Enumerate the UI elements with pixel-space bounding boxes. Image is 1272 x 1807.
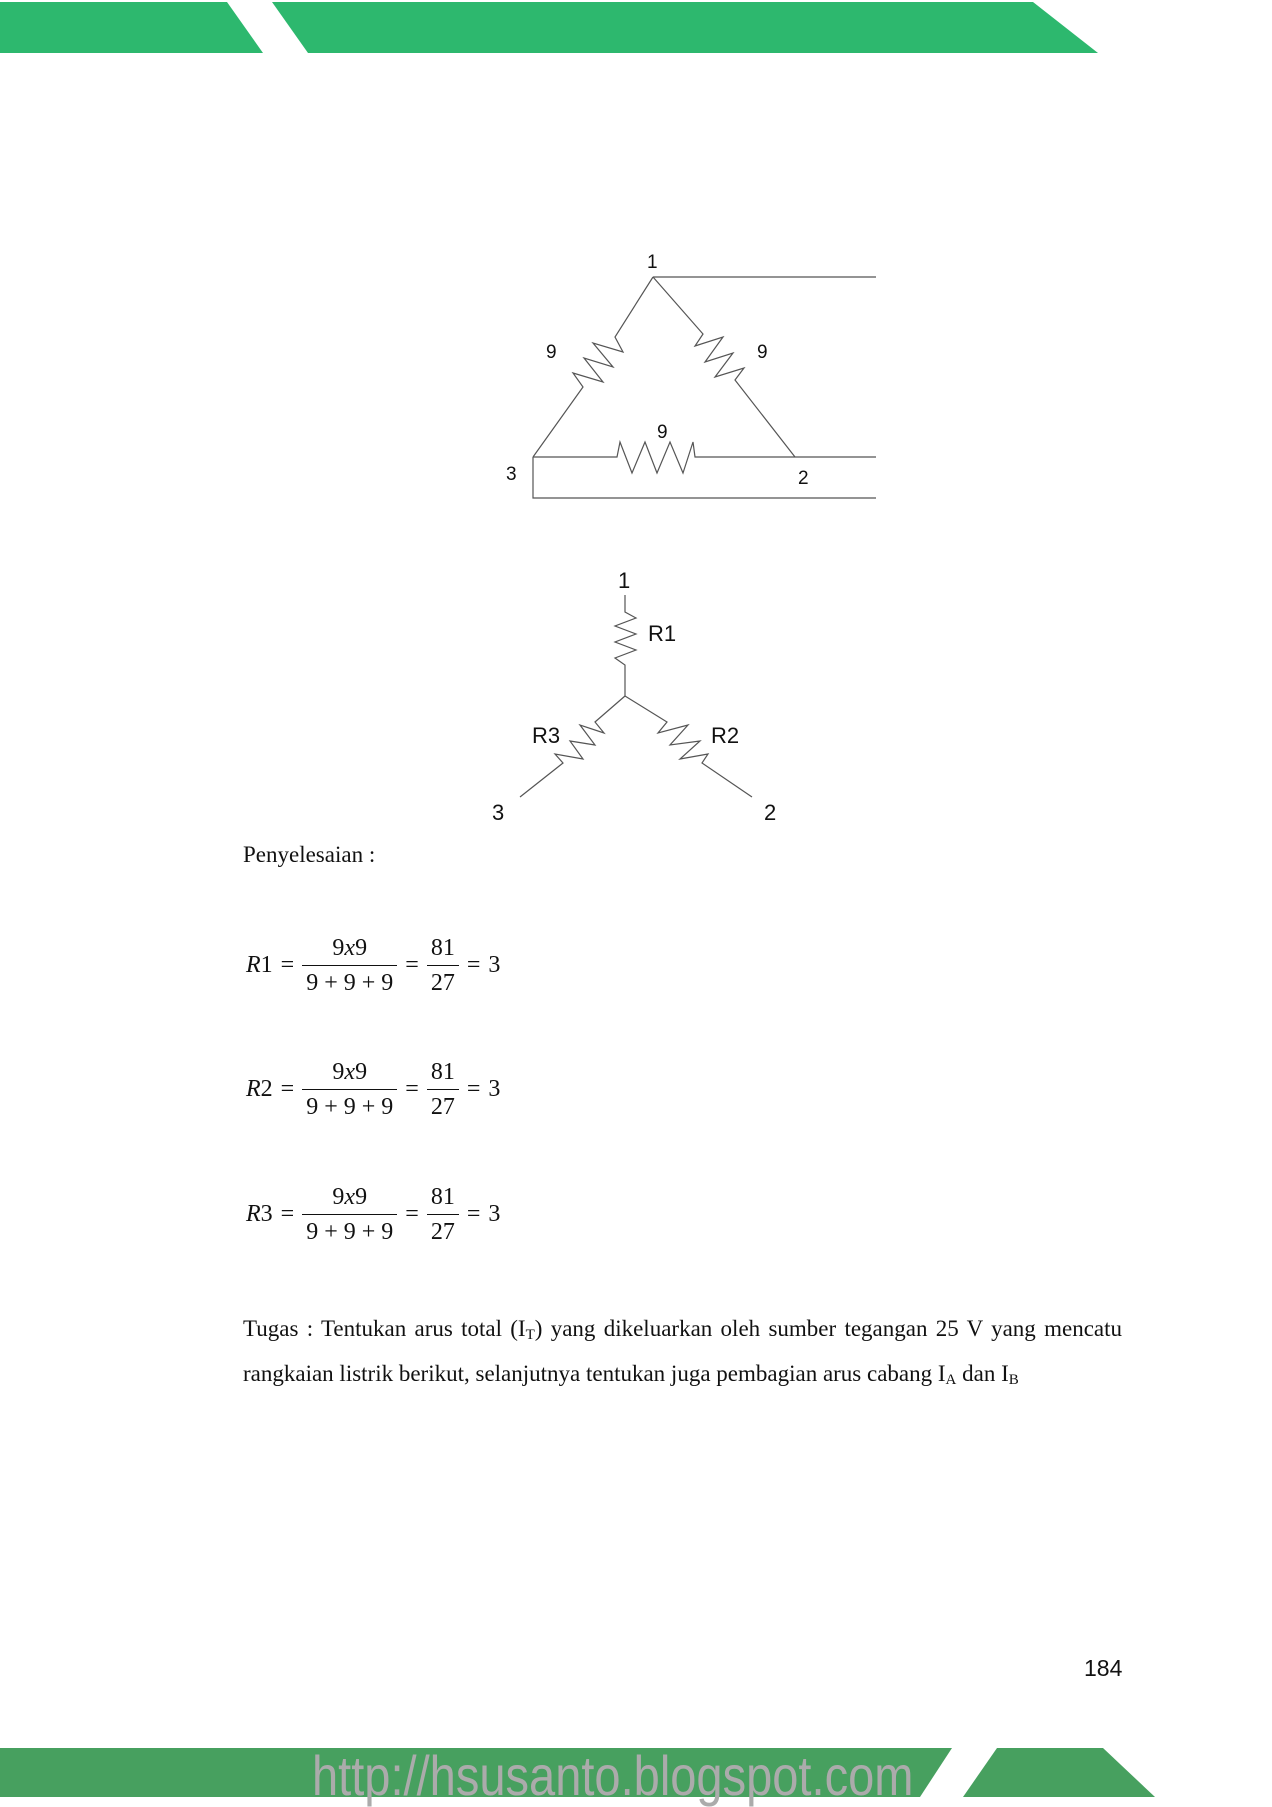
fraction-product-over-sum: $\frac{9x9}{9 + 9 + 9}$ — [302, 1183, 397, 1246]
equation-r2 — [246, 1057, 500, 1121]
fraction-simplified: $\frac{81}{27}$ — [427, 934, 459, 997]
delta-resistor-bottom-value: 9 — [657, 422, 668, 443]
star-node-1-label: 1 — [618, 568, 631, 593]
delta-terminal-wire-3 — [533, 457, 876, 498]
equation-result: 3 — [488, 1075, 501, 1102]
delta-node-1-label: 1 — [647, 252, 658, 273]
equation-r3 — [246, 1182, 500, 1246]
delta-circuit — [506, 252, 876, 498]
equals-sign: = — [280, 951, 295, 978]
equation-lhs: R3 — [246, 1200, 273, 1227]
equals-sign: = — [280, 1200, 295, 1227]
fraction-simplified: $\frac{81}{27}$ — [427, 1183, 459, 1246]
equals-sign: = — [405, 1075, 419, 1102]
equation-r1 — [246, 933, 500, 997]
star-circuit — [492, 568, 776, 825]
solution-heading: Penyelesaian : — [243, 842, 376, 867]
circuit-diagrams — [0, 0, 1272, 840]
delta-resistor-3-2 — [533, 442, 876, 473]
equation-lhs: R2 — [246, 1075, 273, 1102]
footer-band-right — [963, 1748, 1155, 1797]
delta-resistor-1-2 — [653, 277, 795, 457]
fraction-product-over-sum: $\frac{9x9}{9 + 9 + 9}$ — [302, 1058, 397, 1121]
fraction-simplified: $\frac{81}{27}$ — [427, 1058, 459, 1121]
equation-result: 3 — [488, 1200, 501, 1227]
delta-node-2-label: 2 — [798, 468, 809, 489]
delta-node-3-label: 3 — [506, 464, 517, 485]
delta-resistor-right-value: 9 — [757, 342, 768, 363]
equals-sign: = — [405, 951, 419, 978]
star-r3-label: R3 — [532, 723, 561, 748]
star-resistor-r1 — [615, 595, 636, 696]
task-paragraph: Tugas : Tentukan arus total $(I_T)$ yang dikeluarkan oleh sumber tegangan 25 V yang mencatu rangkaian listrik berikut, selanjutnya tentukan juga pembagian arus cabang $I_A$ dan $I_B$ — [243, 1316, 1123, 1388]
equals-sign: = — [466, 951, 481, 978]
delta-resistor-left-value: 9 — [546, 342, 557, 363]
equals-sign: = — [280, 1075, 295, 1102]
star-node-3-label: 3 — [492, 800, 505, 825]
delta-resistor-1-3 — [533, 277, 653, 457]
fraction-product-over-sum: $\frac{9x9}{9 + 9 + 9}$ — [302, 934, 397, 997]
equation-lhs: R1 — [246, 951, 273, 978]
footer-url[interactable]: http://hsusanto.blogspot.com — [312, 1744, 914, 1807]
equals-sign: = — [405, 1200, 419, 1227]
equals-sign: = — [466, 1075, 481, 1102]
star-node-2-label: 2 — [764, 800, 777, 825]
star-r1-label: R1 — [648, 621, 677, 646]
star-r2-label: R2 — [711, 723, 740, 748]
page-number: 184 — [1084, 1655, 1123, 1681]
equals-sign: = — [466, 1200, 481, 1227]
equation-result: 3 — [488, 951, 501, 978]
